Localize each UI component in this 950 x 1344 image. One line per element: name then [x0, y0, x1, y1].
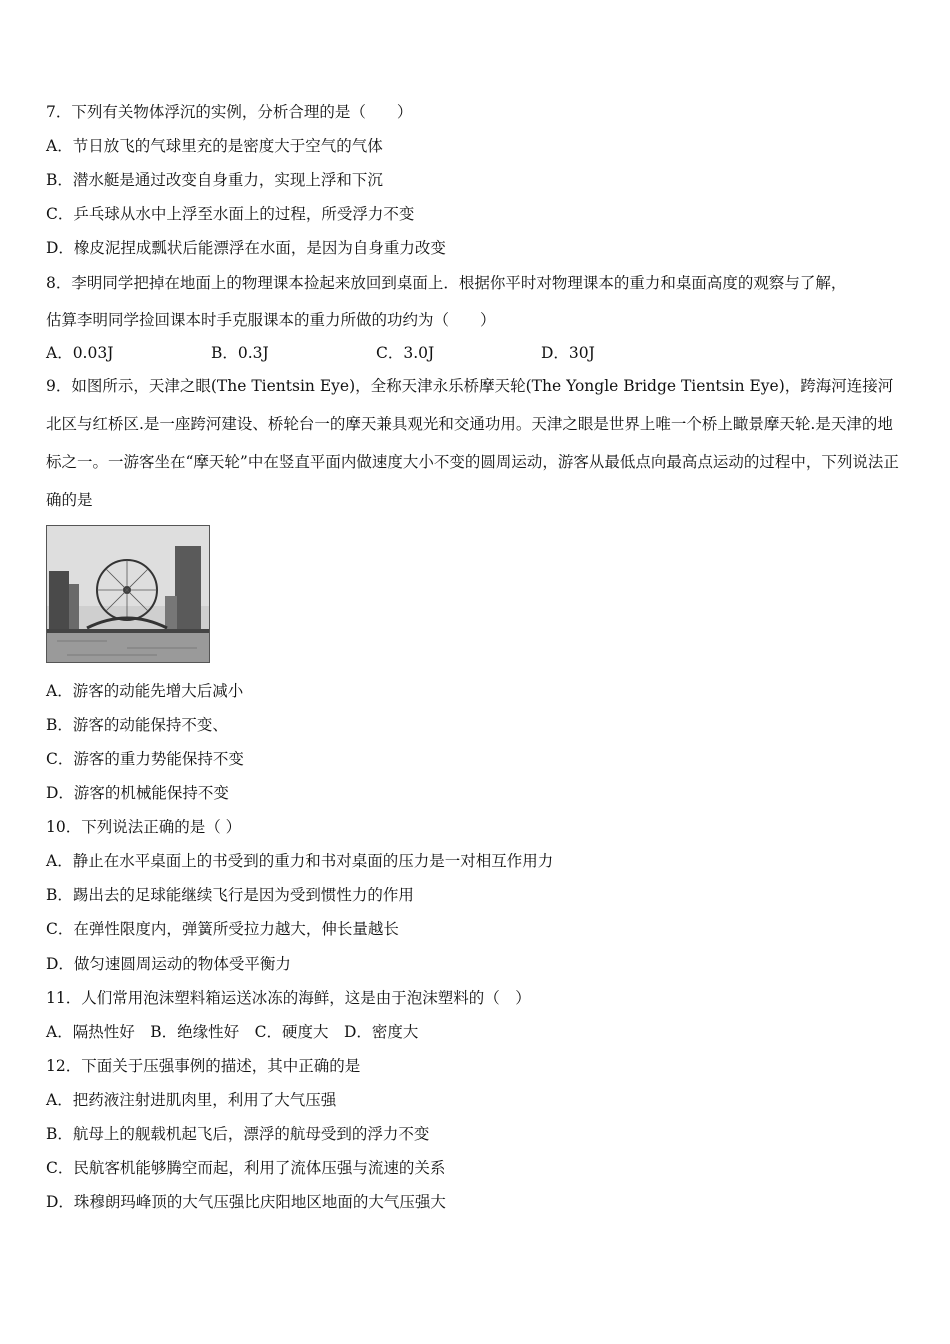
q7-stem: 7．下列有关物体浮沉的实例，分析合理的是（ ）: [46, 103, 413, 121]
q9-option-a: A．游客的动能先增大后减小: [46, 682, 244, 700]
q7-option-d: D．橡皮泥捏成瓢状后能漂浮在水面，是因为自身重力改变: [46, 239, 446, 257]
q10-stem: 10．下列说法正确的是（ ）: [46, 818, 242, 836]
q11-stem: 11．人们常用泡沫塑料箱运送冰冻的海鲜，这是由于泡沫塑料的（ ）: [46, 989, 531, 1007]
q8-option-a: A．0.03J: [46, 344, 114, 362]
q7-option-a: A．节日放飞的气球里充的是密度大于空气的气体: [46, 137, 383, 155]
ferris-wheel-image: [47, 526, 209, 662]
q11-options: A．隔热性好 B．绝缘性好 C．硬度大 D．密度大: [46, 1023, 419, 1041]
q8-stem-line2: 估算李明同学捡回课本时手克服课本的重力所做的功约为（ ）: [46, 311, 496, 329]
q8-option-c: C．3.0J: [376, 344, 435, 362]
q8-option-d: D．30J: [541, 344, 595, 362]
q12-stem: 12．下面关于压强事例的描述，其中正确的是: [46, 1057, 361, 1075]
q8-options: [46, 343, 706, 363]
q9-option-d: D．游客的机械能保持不变: [46, 784, 229, 802]
q10-option-c: C．在弹性限度内，弹簧所受拉力越大，伸长量越长: [46, 920, 399, 938]
q7-option-c: C．乒乓球从水中上浮至水面上的过程，所受浮力不变: [46, 205, 415, 223]
q12-option-a: A．把药液注射进肌肉里，利用了大气压强: [46, 1091, 337, 1109]
q10-option-a: A．静止在水平桌面上的书受到的重力和书对桌面的压力是一对相互作用力: [46, 852, 554, 870]
q12-option-d: D．珠穆朗玛峰顶的大气压强比庆阳地区地面的大气压强大: [46, 1193, 446, 1211]
q8-stem-line1: 8．李明同学把掉在地面上的物理课本捡起来放回到桌面上．根据你平时对物理课本的重力和桌面高度的观察与了解，: [46, 274, 847, 292]
q9-stem: 9．如图所示，天津之眼(The Tientsin Eye)，全称天津永乐桥摩天轮(The Yongle Bridge Tientsin Eye)，跨海河连接河北区与红桥区.是一座跨河建设、桥轮台一的摩天兼具观光和交通功用。天津之眼是世界上唯一个桥上瞰景摩天轮.是天津的地标之一。一游客坐在“摩天轮”中在竖直平面内做速度大小不变的圆周运动，游客从最低点向最高点运动的过程中，下列说法正确的是: [46, 377, 899, 509]
q10-option-d: D．做匀速圆周运动的物体受平衡力: [46, 955, 291, 973]
q8-option-b: B．0.3J: [211, 344, 269, 362]
q9-option-b: B．游客的动能保持不变、: [46, 716, 228, 734]
q7-option-b: B．潜水艇是通过改变自身重力，实现上浮和下沉: [46, 171, 383, 189]
q12-option-c: C．民航客机能够腾空而起，利用了流体压强与流速的关系: [46, 1159, 446, 1177]
q9-option-c: C．游客的重力势能保持不变: [46, 750, 244, 768]
tianjin-eye-photo: [46, 525, 210, 663]
q10-option-b: B．踢出去的足球能继续飞行是因为受到惯性力的作用: [46, 886, 414, 904]
q12-option-b: B．航母上的舰载机起飞后，漂浮的航母受到的浮力不变: [46, 1125, 430, 1143]
